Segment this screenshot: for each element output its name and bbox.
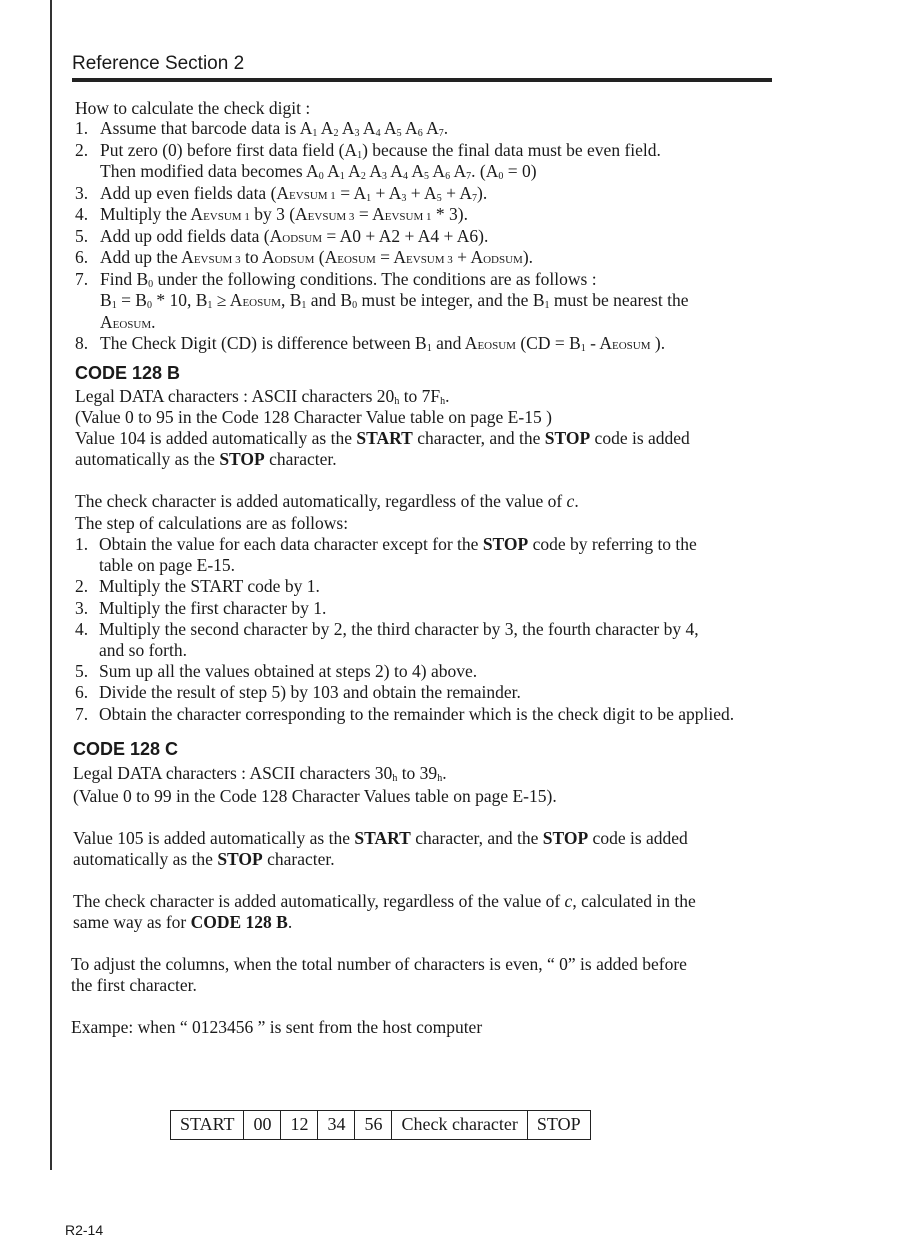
code128b-step-text: Divide the result of step 5) by 103 and obtain the remainder. <box>99 682 521 703</box>
code128c-legal: Legal DATA characters : ASCII characters $30_h$ to $39_h$. <box>73 763 447 784</box>
intro-text: How to calculate the check digit : <box>75 98 311 118</box>
code128c-example: Exampe: when “ 0123456 ” is sent from the host computer <box>71 1017 483 1037</box>
code128b-step-number: 7. <box>75 703 89 724</box>
check-digit-step-text: Find $B_0$ under the following conditions. The conditions are as follows : <box>100 268 597 290</box>
code128b-step-text: Obtain the value for each data character except for the STOP code by referring to the <box>99 534 697 554</box>
code128b-heading: CODE 128 B <box>75 363 181 383</box>
check-digit-step-text: Add up odd fields data (AODSUM = A0 + A2 + A4 + A6). <box>100 225 489 246</box>
header-rule <box>72 78 772 82</box>
code128b-step-number: 5. <box>75 661 89 682</box>
code128c-range: (Value 0 to 99 in the Code 128 Character Values table on page E-15). <box>73 786 557 806</box>
code128b-step-number: 4. <box>75 618 89 639</box>
check-digit-step-text: Add up the AEVSUM 3 to AODSUM (AEOSUM = AEVSUM 3 + AODSUM). <box>100 247 534 267</box>
code128b-step-number: 1. <box>75 534 89 554</box>
check-digit-step-text: Add up even fields data (AEVSUM $1 = A_1 + A_3 + A_5 + A_7$). <box>100 182 488 204</box>
code128b-value-line1: Value 104 is added automatically as the START character, and the STOP code is added <box>75 428 690 448</box>
example-cell: 12 <box>281 1111 318 1139</box>
check-digit-step-number: 4. <box>75 204 89 224</box>
code128b-step-text: Multiply the START code by 1. <box>99 576 320 597</box>
check-digit-step-number: 6. <box>75 247 89 267</box>
code128c-adjust-line1: To adjust the columns, when the total number of characters is even, “ 0” is added before <box>71 954 687 974</box>
code128b-step-text: Sum up all the values obtained at steps 2) to 4) above. <box>99 661 478 682</box>
code128b-step-text: Multiply the first character by 1. <box>99 597 327 618</box>
example-cell: STOP <box>536 1114 581 1134</box>
code128b-value-line2: automatically as the STOP character. <box>75 449 337 469</box>
check-digit-step-number: 2. <box>75 139 89 160</box>
code128b-step-text: Obtain the character corresponding to the remainder which is the check digit to be applied. <box>99 703 735 724</box>
code128c-check-line2: same way as for CODE 128 B. <box>73 912 293 932</box>
check-digit-step-text: Put zero (0) before first data field $(A_1)$ because the final data must be even field. <box>100 139 661 161</box>
code128b-check: The check character is added automatically, regardless of the value of c. <box>75 491 579 511</box>
code128b-range: (Value 0 to 95 in the Code 128 Character Value table on page E-15 ) <box>75 407 552 427</box>
code128c-value-line1: Value 105 is added automatically as the START character, and the STOP code is added <box>73 828 688 848</box>
check-digit-step-text: Multiply the AEVSUM 1 by 3 (AEVSUM 3 = AEVSUM 1 * 3). <box>100 204 468 224</box>
check-digit-step-text: AEOSUM. <box>100 311 156 332</box>
check-digit-step-number: 5. <box>75 225 89 246</box>
code128b-step-number: 6. <box>75 682 89 703</box>
check-digit-step-number: 3. <box>75 182 89 203</box>
code128b-steps-intro: The step of calculations are as follows: <box>75 513 349 533</box>
check-digit-step-number: 7. <box>75 268 89 289</box>
check-digit-step-text: Then modified data becomes $A_0$ $A_1$ $A_2$ $A_3$ $A_4$ $A_5$ $A_6$ $A_7$. $(A_0 = 0)$ <box>100 161 537 182</box>
code128b-legal: Legal DATA characters : ASCII characters $20_h$ to $7F_h$. <box>75 386 450 407</box>
code128b-step-number: 3. <box>75 597 89 618</box>
check-digit-step-number: 1. <box>75 118 89 138</box>
code128b-step-text: and so forth. <box>99 640 187 660</box>
example-cell: Check character <box>392 1111 527 1139</box>
example-cell: START <box>171 1111 244 1139</box>
code128c-adjust-line2: the first character. <box>71 975 197 995</box>
check-digit-step-text: $B_1 = B_0 * 10$, $B_1$ ≥ AEOSUM, $B_1$ and $B_0$ must be integer, and the $B_1$ must be nearest the <box>100 290 689 311</box>
example-cell: 00 <box>244 1111 281 1139</box>
code128b-step-number: 2. <box>75 576 89 597</box>
page-header: Reference Section 2 <box>72 53 245 74</box>
code128b-step-text: Multiply the second character by 2, the third character by 3, the fourth character by 4, <box>99 618 699 639</box>
left-margin-rule <box>50 0 52 1170</box>
check-digit-step-text: The Check Digit (CD) is difference between $B_1$ and AEOSUM ($CD = B_1$ - AEOSUM ). <box>100 333 666 354</box>
code128b-step-text: table on page E-15. <box>99 555 236 576</box>
code128c-value-line2: automatically as the STOP character. <box>73 849 335 869</box>
check-digit-step-text: Assume that barcode data is $A_1$ $A_2$ $A_3$ $A_4$ $A_5$ $A_6$ $A_7$. <box>100 118 449 139</box>
example-cell: 56 <box>355 1111 392 1139</box>
example-cell: 34 <box>318 1111 355 1139</box>
code128c-heading: CODE 128 C <box>73 739 179 759</box>
page-number: R2-14 <box>65 1222 104 1238</box>
check-digit-step-number: 8. <box>75 333 89 353</box>
code128c-check-line1: The check character is added automatically, regardless of the value of c, calculated in the <box>73 891 696 911</box>
example-barcode-table <box>170 1110 591 1140</box>
